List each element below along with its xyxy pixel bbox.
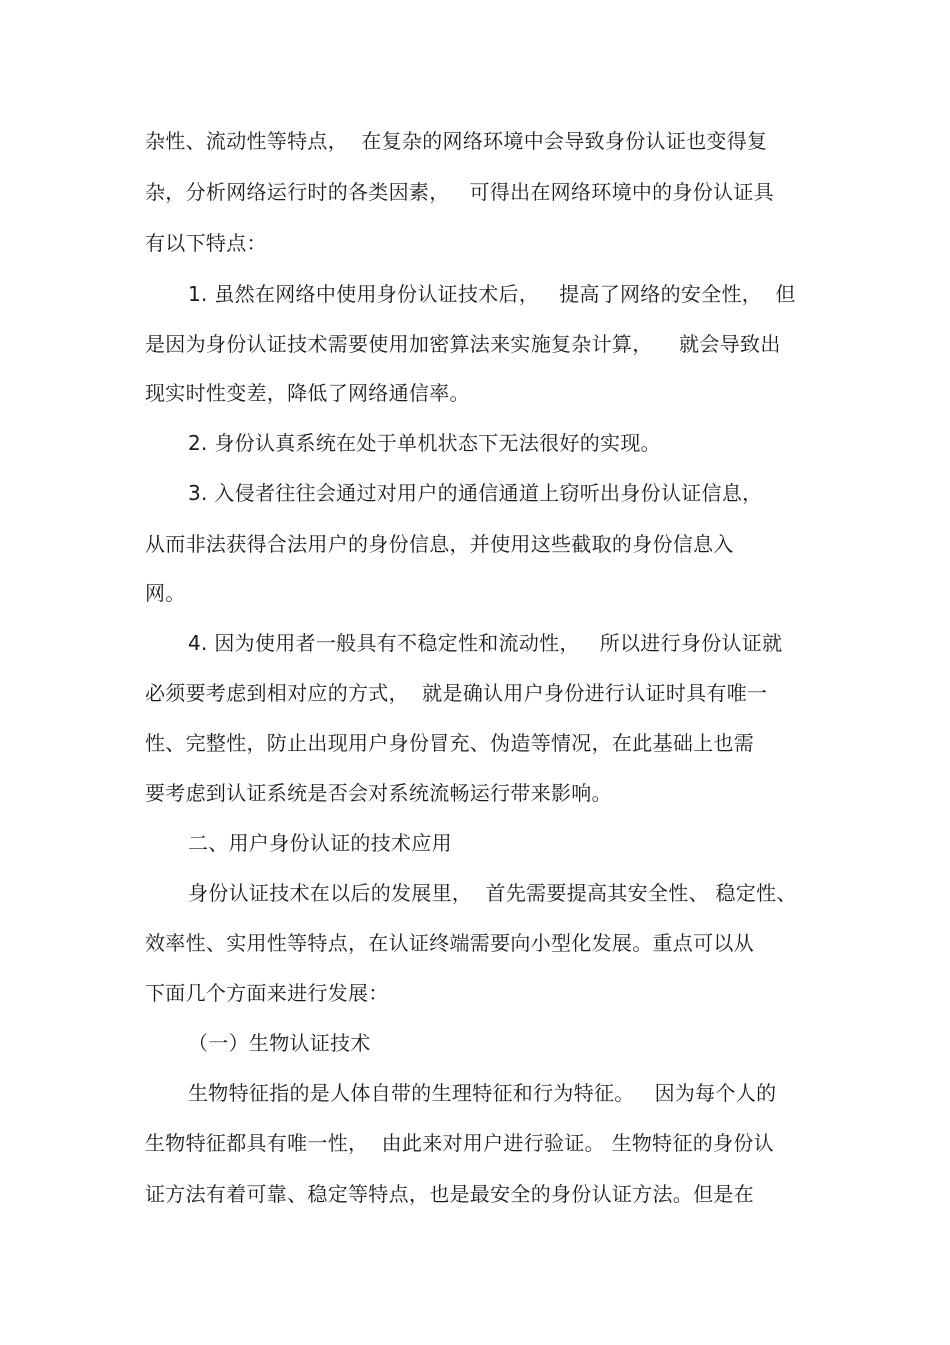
text-line: 杂，分析网络运行时的各类因素， 可得出在网络环境中的身份认证具 xyxy=(145,180,774,204)
text-line: 现实时性变差，降低了网络通信率。 xyxy=(145,381,470,405)
text-line: 必须要考虑到相对应的方式， 就是确认用户身份进行认证时具有唯一 xyxy=(145,681,768,705)
text-line: 生物特征都具有唯一性， 由此来对用户进行验证。 生物特征的身份认 xyxy=(145,1131,774,1155)
text-line: 是因为身份认证技术需要使用加密算法来实施复杂计算， 就会导致出 xyxy=(145,332,781,356)
text-line: 2. 身份认真系统在处于单机状态下无法很好的实现。 xyxy=(188,431,661,455)
text-line: 3. 入侵者往往会通过对用户的通信通道上窃听出身份认证信息， xyxy=(188,481,763,505)
text-line: 有以下特点： xyxy=(145,231,267,255)
text-line: 下面几个方面来进行发展： xyxy=(145,981,389,1005)
text-line: 1. 虽然在网络中使用身份认证技术后， 提高了网络的安全性， 但 xyxy=(188,282,796,306)
section-heading: 二、用户身份认证的技术应用 xyxy=(188,831,452,855)
text-line: 杂性、流动性等特点， 在复杂的网络环境中会导致身份认证也变得复 xyxy=(145,129,768,153)
text-line: 4. 因为使用者一般具有不稳定性和流动性， 所以进行身份认证就 xyxy=(188,631,783,655)
text-line: 要考虑到认证系统是否会对系统流畅运行带来影响。 xyxy=(145,781,612,805)
text-line: 网。 xyxy=(145,581,186,605)
subsection-heading: （一）生物认证技术 xyxy=(188,1031,371,1055)
text-line: 效率性、实用性等特点，在认证终端需要向小型化发展。重点可以从 xyxy=(145,931,754,955)
text-line: 生物特征指的是人体自带的生理特征和行为特征。 因为每个人的 xyxy=(188,1081,777,1105)
text-line: 证方法有着可靠、稳定等特点，也是最安全的身份认证方法。但是在 xyxy=(145,1182,754,1206)
text-line: 性、完整性，防止出现用户身份冒充、伪造等情况，在此基础上也需 xyxy=(145,731,754,755)
text-line: 身份认证技术在以后的发展里， 首先需要提高其安全性、 稳定性、 xyxy=(188,881,797,905)
text-line: 从而非法获得合法用户的身份信息，并使用这些截取的身份信息入 xyxy=(145,532,734,556)
